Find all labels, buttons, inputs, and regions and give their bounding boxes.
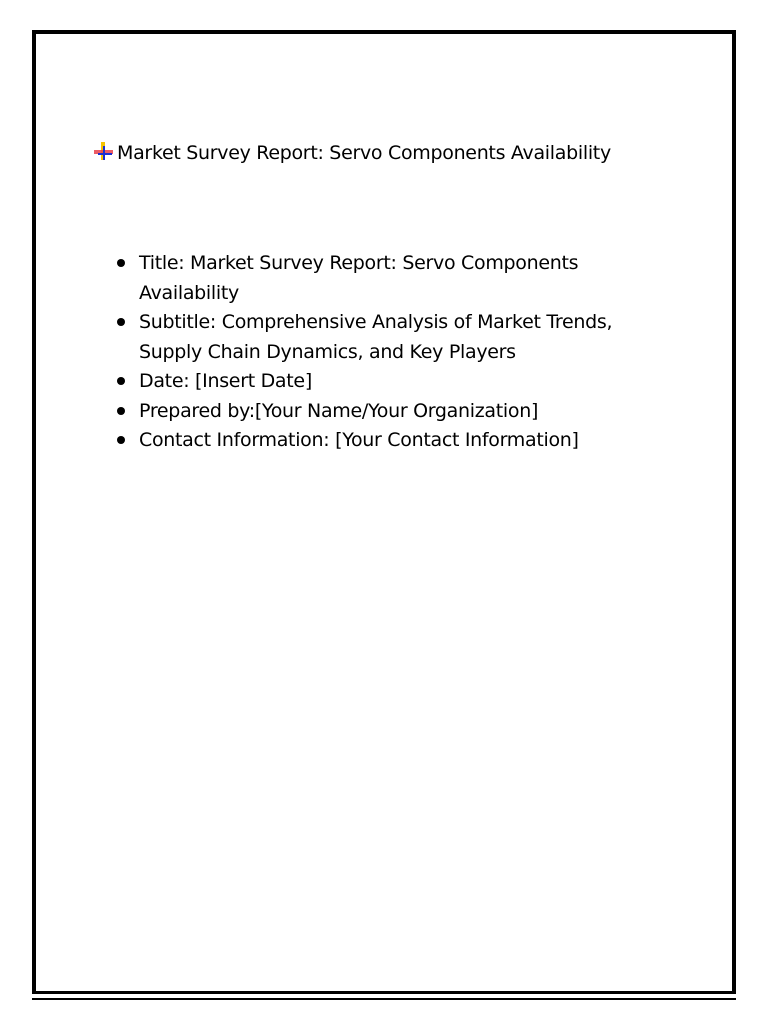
report-heading [93,142,611,164]
list-item-prepared-by: Prepared by:[Your Name/Your Organization] [114,397,674,427]
cover-details-list [114,249,674,456]
list-item-subtitle: Subtitle: Comprehensive Analysis of Market Trends, Supply Chain Dynamics, and Key Players [114,308,674,367]
colored-cross-bullet-icon [93,140,115,162]
page-border [32,30,736,994]
report-heading-text: Market Survey Report: Servo Components Availability [117,142,611,164]
list-item-title: Title: Market Survey Report: Servo Components Availability [114,249,674,308]
list-item-contact: Contact Information: [Your Contact Information] [114,426,674,456]
list-item-date: Date: [Insert Date] [114,367,674,397]
